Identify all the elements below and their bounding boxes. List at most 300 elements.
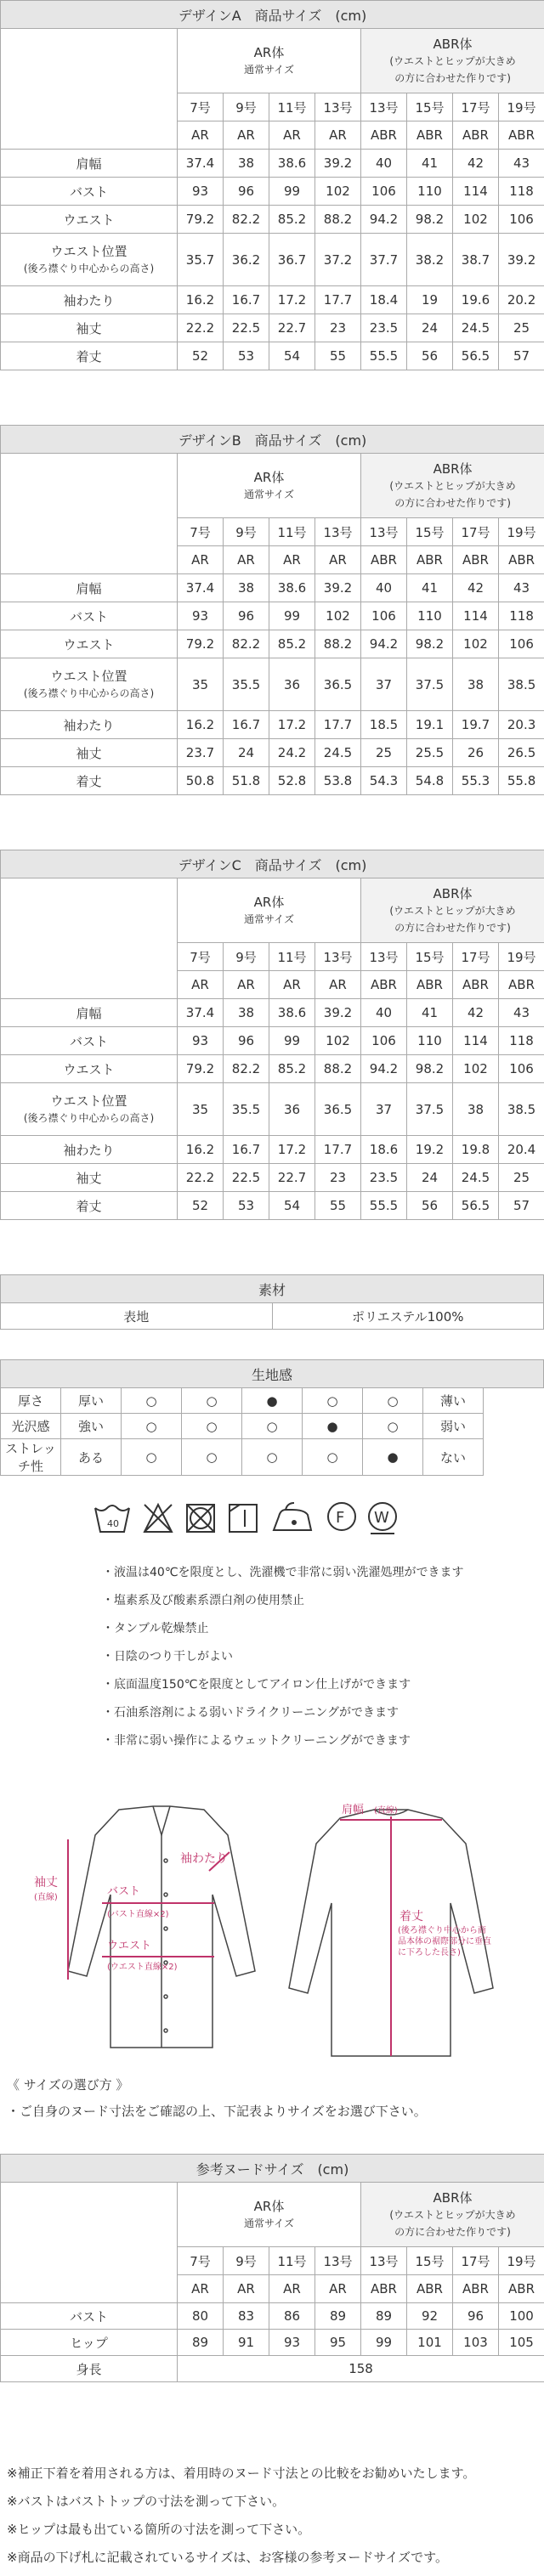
table-cell: 80: [178, 2303, 224, 2330]
row-label: [1, 1083, 178, 1136]
table-row: [1, 234, 544, 286]
table-cell: 40: [361, 574, 407, 602]
type-label: ABR: [407, 971, 453, 999]
table-cell: 22.5: [224, 314, 269, 342]
table-cell: 19.8: [453, 1136, 499, 1164]
height-value: 158: [178, 2356, 544, 2382]
front-shirt-drawing: [68, 1806, 255, 2048]
table-cell: 102: [453, 206, 499, 234]
table-cell: 24: [224, 739, 269, 767]
waist-note: (ウエスト直線×2): [107, 1963, 178, 1972]
texture-left: 強い: [61, 1414, 122, 1439]
table-row: [1, 999, 544, 1027]
texture-dot-cell: [242, 1414, 303, 1439]
table-cell: 52: [178, 342, 224, 370]
table-cell: 100: [499, 2303, 544, 2330]
row-label-sub: (後ろ襟ぐり中心からの高さ): [23, 263, 155, 274]
table-cell: 105: [499, 2330, 544, 2356]
table-cell: 88.2: [315, 206, 361, 234]
table-cell: 50.8: [178, 767, 224, 795]
type-label: ABR: [499, 971, 544, 999]
size-label: 11号: [269, 2247, 315, 2275]
table-cell: 95: [315, 2330, 361, 2356]
size-table-2: [0, 425, 544, 795]
table-cell: 40: [361, 999, 407, 1027]
garment-diagram-svg: [0, 1801, 544, 2065]
table-cell: 19.7: [453, 711, 499, 739]
table-row: [1, 178, 544, 206]
table-cell: 38.6: [269, 574, 315, 602]
abr-label: ABR体: [433, 37, 473, 52]
size-table-1: [0, 0, 544, 370]
row-label: [1, 767, 178, 795]
table-cell: 106: [361, 178, 407, 206]
size-guide-title: 《 サイズの選び方 》: [7, 2077, 129, 2093]
bust-label: バスト: [107, 1885, 141, 1898]
care-note: ・液温は40℃を限度とし、洗濯機で非常に弱い洗濯処理ができます: [102, 1566, 464, 1579]
table-cell: 38.5: [499, 658, 544, 711]
table-cell: 82.2: [224, 1055, 269, 1083]
table-row: [1, 1192, 544, 1220]
row-label: [1, 630, 178, 658]
filled-circle-icon: ●: [387, 1449, 399, 1465]
type-label: AR: [269, 546, 315, 574]
table-cell: 16.7: [224, 1136, 269, 1164]
size-label: 19号: [499, 2247, 544, 2275]
table-row: [1, 1136, 544, 1164]
row-label: [1, 1192, 178, 1220]
iron-low-icon: [274, 1503, 311, 1530]
table-row: [1, 2330, 544, 2356]
row-label-sub: (後ろ襟ぐり中心からの高さ): [23, 687, 155, 699]
texture-dot-cell: [303, 1388, 363, 1414]
table-cell: 54.3: [361, 767, 407, 795]
table-cell: 42: [453, 999, 499, 1027]
row-label: [1, 150, 178, 178]
care-note: ・底面温度150℃を限度としてアイロン仕上げができます: [102, 1678, 411, 1692]
table-cell: 25: [499, 314, 544, 342]
care-note: ・塩素系及び酸素系漂白剤の使用禁止: [102, 1594, 304, 1607]
table-cell: 38.6: [269, 999, 315, 1027]
table-cell: 20.2: [499, 286, 544, 314]
size-label: 13号: [315, 943, 361, 971]
table-cell: 19.2: [407, 1136, 453, 1164]
table-cell: 98.2: [407, 206, 453, 234]
row-label-text: 袖丈: [76, 320, 102, 336]
nude-table-title: 参考ヌードサイズ (cm): [1, 2155, 544, 2183]
empty-circle-icon: ○: [206, 1449, 218, 1465]
table-cell: 99: [361, 2330, 407, 2356]
sleeve-length-note: (直線): [34, 1893, 58, 1902]
abr-sub: (ウエストとヒップが大きめの方に合わせた作りです): [389, 905, 516, 934]
size-label: 9号: [224, 518, 269, 546]
empty-circle-icon: ○: [387, 1393, 399, 1409]
table-cell: 18.4: [361, 286, 407, 314]
table-cell: 110: [407, 1027, 453, 1055]
table-row: [1, 1083, 544, 1136]
texture-section: [0, 1359, 544, 1476]
table-cell: 55: [315, 342, 361, 370]
row-label-text: ウエスト: [63, 636, 115, 652]
size-label: 11号: [269, 943, 315, 971]
row-label-text: 肩幅: [76, 155, 102, 172]
table-cell: 25.5: [407, 739, 453, 767]
table-cell: 82.2: [224, 630, 269, 658]
table-cell: 52: [178, 1192, 224, 1220]
table-cell: 99: [269, 602, 315, 630]
row-label-text: ウエスト位置: [50, 1093, 128, 1109]
table-cell: 26: [453, 739, 499, 767]
table-cell: 55: [315, 1192, 361, 1220]
table-cell: 37.4: [178, 999, 224, 1027]
table-cell: 56: [407, 342, 453, 370]
care-note: ・日陰のつり干しがよい: [102, 1650, 233, 1664]
table-row: [1, 630, 544, 658]
abr-sub: (ウエストとヒップが大きめの方に合わせた作りです): [389, 2209, 516, 2238]
type-label: ABR: [361, 121, 407, 150]
table-cell: 53: [224, 1192, 269, 1220]
table-cell: 55.5: [361, 1192, 407, 1220]
abr-label: ABR体: [433, 461, 473, 477]
abr-header: [361, 29, 544, 93]
texture-title: 生地感: [1, 1360, 544, 1388]
row-label-text: ウエスト位置: [50, 669, 128, 684]
row-label-text: 袖丈: [76, 1170, 102, 1186]
type-label: ABR: [361, 2275, 407, 2303]
table-cell: 16.7: [224, 286, 269, 314]
table-cell: 55.5: [361, 342, 407, 370]
table-cell: 56: [407, 1192, 453, 1220]
row-label-text: 袖わたり: [63, 1142, 115, 1158]
table-cell: 23.5: [361, 1164, 407, 1192]
row-label-sub: (後ろ襟ぐり中心からの高さ): [23, 1112, 155, 1124]
table-cell: 118: [499, 178, 544, 206]
type-label: AR: [315, 121, 361, 150]
table-cell: 19: [407, 286, 453, 314]
table-cell: 106: [499, 1055, 544, 1083]
size-table-3: [0, 850, 544, 1220]
footnote: ※ヒップは最も出ている箇所の寸法を測って下さい。: [7, 2522, 311, 2537]
table-cell: 53.8: [315, 767, 361, 795]
row-label-text: バスト: [69, 184, 108, 200]
table-row: [1, 2303, 544, 2330]
table-cell: 38: [453, 658, 499, 711]
row-label: [1, 999, 178, 1027]
abr-sub: (ウエストとヒップが大きめの方に合わせた作りです): [389, 55, 516, 84]
table-cell: 22.2: [178, 314, 224, 342]
texture-dot-cell: [242, 1439, 303, 1476]
no-bleach-icon: [144, 1505, 172, 1532]
table-row: [1, 1055, 544, 1083]
table-cell: 101: [407, 2330, 453, 2356]
texture-right: ない: [423, 1439, 484, 1476]
row-label: [1, 739, 178, 767]
ar-sub: 通常サイズ: [243, 2217, 295, 2229]
filled-circle-icon: ●: [266, 1393, 278, 1409]
table-cell: 36.7: [269, 234, 315, 286]
table-cell: 18.5: [361, 711, 407, 739]
row-label: バスト: [1, 2303, 178, 2330]
texture-dot-cell: [182, 1388, 242, 1414]
table-row: [1, 206, 544, 234]
table-cell: 41: [407, 999, 453, 1027]
row-label: [1, 314, 178, 342]
table-cell: 53: [224, 342, 269, 370]
size-guide-text: ・ご自身のヌード寸法をご確認の上、下記表よりサイズをお選び下さい。: [7, 2104, 427, 2119]
ar-header: [178, 2183, 361, 2247]
empty-circle-icon: ○: [326, 1449, 338, 1465]
texture-dot-cell: [182, 1414, 242, 1439]
size-label: 9号: [224, 2247, 269, 2275]
table-cell: 93: [269, 2330, 315, 2356]
texture-left: ある: [61, 1439, 122, 1476]
length-note: (後ろ襟ぐり中心から商品本体の裾際部分に垂直に下ろした長さ): [398, 1926, 491, 1957]
texture-dot-cell: [122, 1388, 182, 1414]
table-cell: 24.5: [453, 1164, 499, 1192]
size-table-corner: [1, 29, 178, 150]
type-label: AR: [224, 546, 269, 574]
size-label: 11号: [269, 93, 315, 121]
table-cell: 37.4: [178, 574, 224, 602]
table-cell: 85.2: [269, 206, 315, 234]
table-cell: 35.5: [224, 658, 269, 711]
table-cell: 37: [361, 658, 407, 711]
table-cell: 89: [315, 2303, 361, 2330]
texture-dot-cell: [122, 1414, 182, 1439]
length-label: 着丈: [400, 1910, 423, 1924]
table-cell: 93: [178, 1027, 224, 1055]
row-label: [1, 658, 178, 711]
size-label: 19号: [499, 518, 544, 546]
table-cell: 36: [269, 1083, 315, 1136]
table-row: [1, 2356, 544, 2382]
type-label: AR: [178, 971, 224, 999]
table-cell: 99: [269, 1027, 315, 1055]
table-row: [1, 1027, 544, 1055]
type-label: ABR: [361, 971, 407, 999]
row-label: [1, 1027, 178, 1055]
table-cell: 43: [499, 150, 544, 178]
row-label: [1, 711, 178, 739]
size-table-title: デザインB 商品サイズ (cm): [1, 426, 544, 454]
material-title: 素材: [1, 1275, 544, 1303]
table-cell: 106: [499, 206, 544, 234]
table-row: [1, 739, 544, 767]
size-label: 15号: [407, 93, 453, 121]
table-cell: 79.2: [178, 1055, 224, 1083]
footnote: ※バストはバストトップの寸法を測って下さい。: [7, 2494, 286, 2509]
texture-right: 薄い: [423, 1388, 484, 1414]
abr-label: ABR体: [433, 2190, 473, 2206]
table-cell: 88.2: [315, 1055, 361, 1083]
table-cell: 110: [407, 602, 453, 630]
row-label: [1, 1136, 178, 1164]
shoulder-label: 肩幅: [342, 1804, 365, 1816]
table-cell: 51.8: [224, 767, 269, 795]
table-cell: 35.5: [224, 1083, 269, 1136]
type-label: AR: [178, 121, 224, 150]
empty-circle-icon: ○: [326, 1393, 338, 1409]
empty-circle-icon: ○: [206, 1393, 218, 1409]
table-cell: 57: [499, 1192, 544, 1220]
table-cell: 102: [315, 178, 361, 206]
size-label: 7号: [178, 93, 224, 121]
row-label-text: 袖丈: [76, 745, 102, 761]
size-label: 13号: [315, 518, 361, 546]
texture-dot-cell: [242, 1388, 303, 1414]
table-cell: 88.2: [315, 630, 361, 658]
table-cell: 98.2: [407, 1055, 453, 1083]
empty-circle-icon: ○: [145, 1449, 157, 1465]
table-cell: 22.5: [224, 1164, 269, 1192]
size-label: 13号: [315, 93, 361, 121]
wet-clean-w-icon: [369, 1503, 396, 1534]
type-label: ABR: [453, 121, 499, 150]
texture-label: ストレッチ性: [1, 1439, 61, 1476]
table-cell: 96: [224, 1027, 269, 1055]
table-cell: 24: [407, 1164, 453, 1192]
table-cell: 94.2: [361, 206, 407, 234]
table-cell: 19.1: [407, 711, 453, 739]
table-cell: 94.2: [361, 1055, 407, 1083]
size-table-corner: [1, 454, 178, 574]
texture-row: [1, 1439, 544, 1476]
table-cell: 86: [269, 2303, 315, 2330]
type-label: ABR: [407, 546, 453, 574]
table-cell: 17.7: [315, 711, 361, 739]
svg-text:W: W: [374, 1509, 389, 1527]
table-cell: 23.7: [178, 739, 224, 767]
table-cell: 57: [499, 342, 544, 370]
abr-label: ABR体: [433, 886, 473, 901]
table-cell: 37.5: [407, 658, 453, 711]
table-cell: 38.5: [499, 1083, 544, 1136]
table-cell: 17.2: [269, 1136, 315, 1164]
table-cell: 56.5: [453, 1192, 499, 1220]
size-label: 15号: [407, 518, 453, 546]
table-cell: 38.7: [453, 234, 499, 286]
table-cell: 41: [407, 574, 453, 602]
table-cell: 37.5: [407, 1083, 453, 1136]
texture-dot-cell: [363, 1388, 423, 1414]
abr-header: [361, 878, 544, 943]
row-label: [1, 574, 178, 602]
size-label: 9号: [224, 943, 269, 971]
size-table: [0, 0, 544, 370]
table-cell: 118: [499, 1027, 544, 1055]
table-cell: 118: [499, 602, 544, 630]
ar-header: [178, 878, 361, 943]
material-label: 表地: [1, 1303, 273, 1330]
table-cell: 24.2: [269, 739, 315, 767]
table-cell: 24.5: [315, 739, 361, 767]
row-label-text: バスト: [69, 1033, 108, 1049]
size-label: 13号: [315, 2247, 361, 2275]
texture-dot-cell: [303, 1414, 363, 1439]
table-cell: 38: [224, 574, 269, 602]
empty-circle-icon: ○: [206, 1418, 218, 1434]
table-cell: 35: [178, 658, 224, 711]
table-row: [1, 658, 544, 711]
table-cell: 23.5: [361, 314, 407, 342]
table-cell: 93: [178, 602, 224, 630]
size-table-title: デザインC 商品サイズ (cm): [1, 850, 544, 878]
nude-table-corner: [1, 2183, 178, 2303]
table-cell: 114: [453, 602, 499, 630]
table-cell: 17.2: [269, 286, 315, 314]
type-label: ABR: [407, 121, 453, 150]
type-label: AR: [315, 546, 361, 574]
table-cell: 54: [269, 1192, 315, 1220]
type-label: ABR: [453, 2275, 499, 2303]
type-label: ABR: [407, 2275, 453, 2303]
empty-circle-icon: ○: [266, 1418, 278, 1434]
footnote: ※補正下着を着用される方は、着用時のヌード寸法との比較をお勧めいたします。: [7, 2466, 476, 2481]
length-note-box: [398, 1925, 493, 1976]
table-cell: 25: [499, 1164, 544, 1192]
table-row: [1, 574, 544, 602]
table-cell: 82.2: [224, 206, 269, 234]
table-cell: 24: [407, 314, 453, 342]
table-cell: 17.7: [315, 1136, 361, 1164]
size-table-corner: [1, 878, 178, 999]
shoulder-note: (直線): [374, 1806, 398, 1816]
ar-header: [178, 454, 361, 518]
type-label: AR: [178, 546, 224, 574]
texture-dot-cell: [182, 1439, 242, 1476]
type-label: AR: [224, 971, 269, 999]
type-label: AR: [178, 2275, 224, 2303]
table-cell: 102: [453, 630, 499, 658]
table-cell: 96: [453, 2303, 499, 2330]
dry-clean-f-icon: [328, 1503, 355, 1530]
empty-circle-icon: ○: [387, 1418, 399, 1434]
table-row: [1, 150, 544, 178]
table-cell: 23: [315, 1164, 361, 1192]
care-symbols-svg: [0, 1491, 544, 1542]
filled-circle-icon: ●: [326, 1418, 338, 1434]
texture-dot-cell: [363, 1414, 423, 1439]
line-dry-shade-icon: [230, 1505, 257, 1532]
size-label: 13号: [361, 943, 407, 971]
table-cell: 23: [315, 314, 361, 342]
table-cell: 36.5: [315, 658, 361, 711]
texture-dot-cell: [303, 1439, 363, 1476]
table-cell: 102: [453, 1055, 499, 1083]
size-label: 7号: [178, 2247, 224, 2275]
texture-dot-cell: [122, 1439, 182, 1476]
table-cell: 106: [361, 1027, 407, 1055]
row-label-text: 袖わたり: [63, 717, 115, 733]
table-cell: 41: [407, 150, 453, 178]
table-cell: 38: [224, 150, 269, 178]
table-cell: 16.2: [178, 711, 224, 739]
table-cell: 36: [269, 658, 315, 711]
type-label: ABR: [499, 546, 544, 574]
size-label: 13号: [361, 93, 407, 121]
row-label: [1, 286, 178, 314]
table-cell: 42: [453, 150, 499, 178]
type-label: ABR: [453, 971, 499, 999]
garment-diagrams: [0, 1801, 544, 2065]
table-row: [1, 602, 544, 630]
table-cell: 99: [269, 178, 315, 206]
table-cell: 94.2: [361, 630, 407, 658]
table-cell: 54.8: [407, 767, 453, 795]
size-label: 15号: [407, 943, 453, 971]
abr-header: [361, 454, 544, 518]
sleeve-length-label: 袖丈: [34, 1876, 58, 1890]
